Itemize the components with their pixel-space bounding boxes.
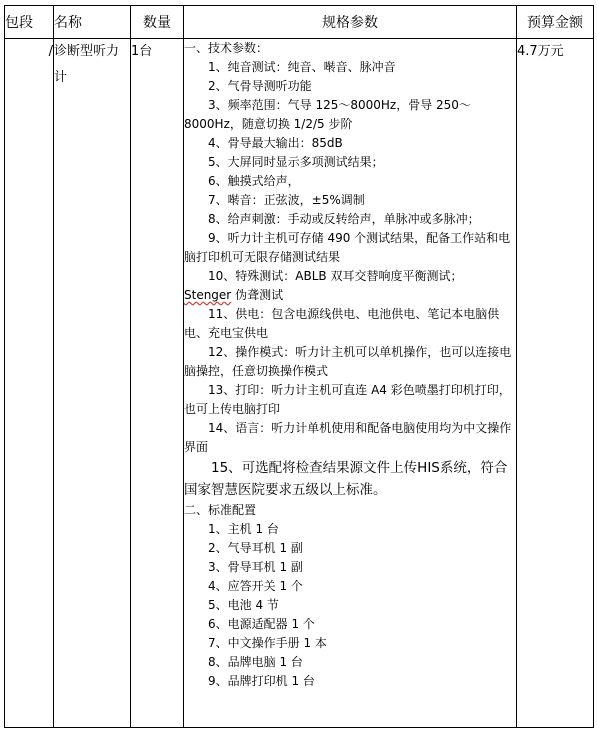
spec-table: [4, 5, 594, 728]
config-item-6: 6、电源适配器 1 个: [208, 617, 315, 631]
header-name: 名称: [54, 6, 131, 39]
spec-item-12: 12、操作模式：听力计主机可以单机操作，也可以连接电脑操控，任意切换操作模式: [184, 345, 512, 378]
cell-quantity: 1台: [131, 39, 184, 728]
spec-item-6: 6、触摸式给声，: [208, 174, 300, 188]
spec-item-14: 14、语言：听力计单机使用和配备电脑使用均为中文操作界面: [184, 421, 512, 454]
spec-item-3: 3、频率范围：气导 125～8000Hz，骨导 250～8000Hz，随意切换 1/2/5 步阶: [184, 98, 471, 131]
header-budget: 预算金额: [517, 6, 594, 39]
table-row: [5, 39, 594, 728]
header-package: 包段: [5, 6, 54, 39]
spec-item-10-continued: [184, 286, 516, 305]
spec-item-4: 4、骨导最大输出：85dB: [208, 136, 343, 150]
spec-item-5: 5、大屏同时显示多项测试结果；: [208, 155, 384, 169]
header-quantity: 数量: [131, 6, 184, 39]
config-item-2: 2、气导耳机 1 副: [208, 541, 303, 555]
spec-item-7: 7、啭音：正弦波，±5%调制: [208, 193, 365, 207]
specs-section-technical: 一、技术参数：: [184, 41, 269, 55]
header-specs: 规格参数: [184, 6, 517, 39]
spec-stenger-rest: 伪聋测试: [231, 288, 284, 302]
spec-item-13: 13、打印：听力计主机可直连 A4 彩色喷墨打印机打印，也可上传电脑打印: [184, 383, 511, 416]
cell-package: /: [5, 39, 54, 728]
spec-stenger-word: Stenger: [184, 288, 232, 302]
config-item-1: 1、主机 1 台: [208, 522, 279, 536]
config-item-7: 7、中文操作手册 1 本: [208, 636, 327, 650]
specs-section-config: 二、标准配置: [184, 503, 257, 517]
config-item-3: 3、骨导耳机 1 副: [208, 560, 303, 574]
spec-item-9: 9、听力计主机可存储 490 个测试结果，配备工作站和电脑打印机可无限存储测试结果: [184, 231, 511, 264]
cell-name: 诊断型听力计: [54, 39, 131, 728]
header-row: [5, 6, 594, 39]
spec-item-10: 10、特殊测试：ABLB 双耳交替响度平衡测试；: [208, 269, 463, 283]
spec-item-8: 8、给声刺激：手动或反转给声，单脉冲或多脉冲；: [208, 212, 480, 226]
cell-budget: 4.7万元: [517, 39, 594, 728]
config-item-5: 5、电池 4 节: [208, 598, 279, 612]
config-item-9: 9、品牌打印机 1 台: [208, 674, 315, 688]
spec-item-2: 2、气骨导测听功能: [208, 79, 312, 93]
cell-specs: [184, 39, 517, 728]
spec-item-11: 11、供电：包含电源线供电、电池供电、笔记本电脑供电、充电宝供电: [184, 307, 500, 340]
spec-item-1: 1、纯音测试：纯音、啭音、脉冲音: [208, 60, 396, 74]
config-item-4: 4、应答开关 1 个: [208, 579, 303, 593]
spec-item-15: 15、可选配将检查结果源文件上传HIS系统，符合国家智慧医院要求五级以上标准。: [184, 460, 508, 498]
config-item-8: 8、品牌电脑 1 台: [208, 655, 303, 669]
